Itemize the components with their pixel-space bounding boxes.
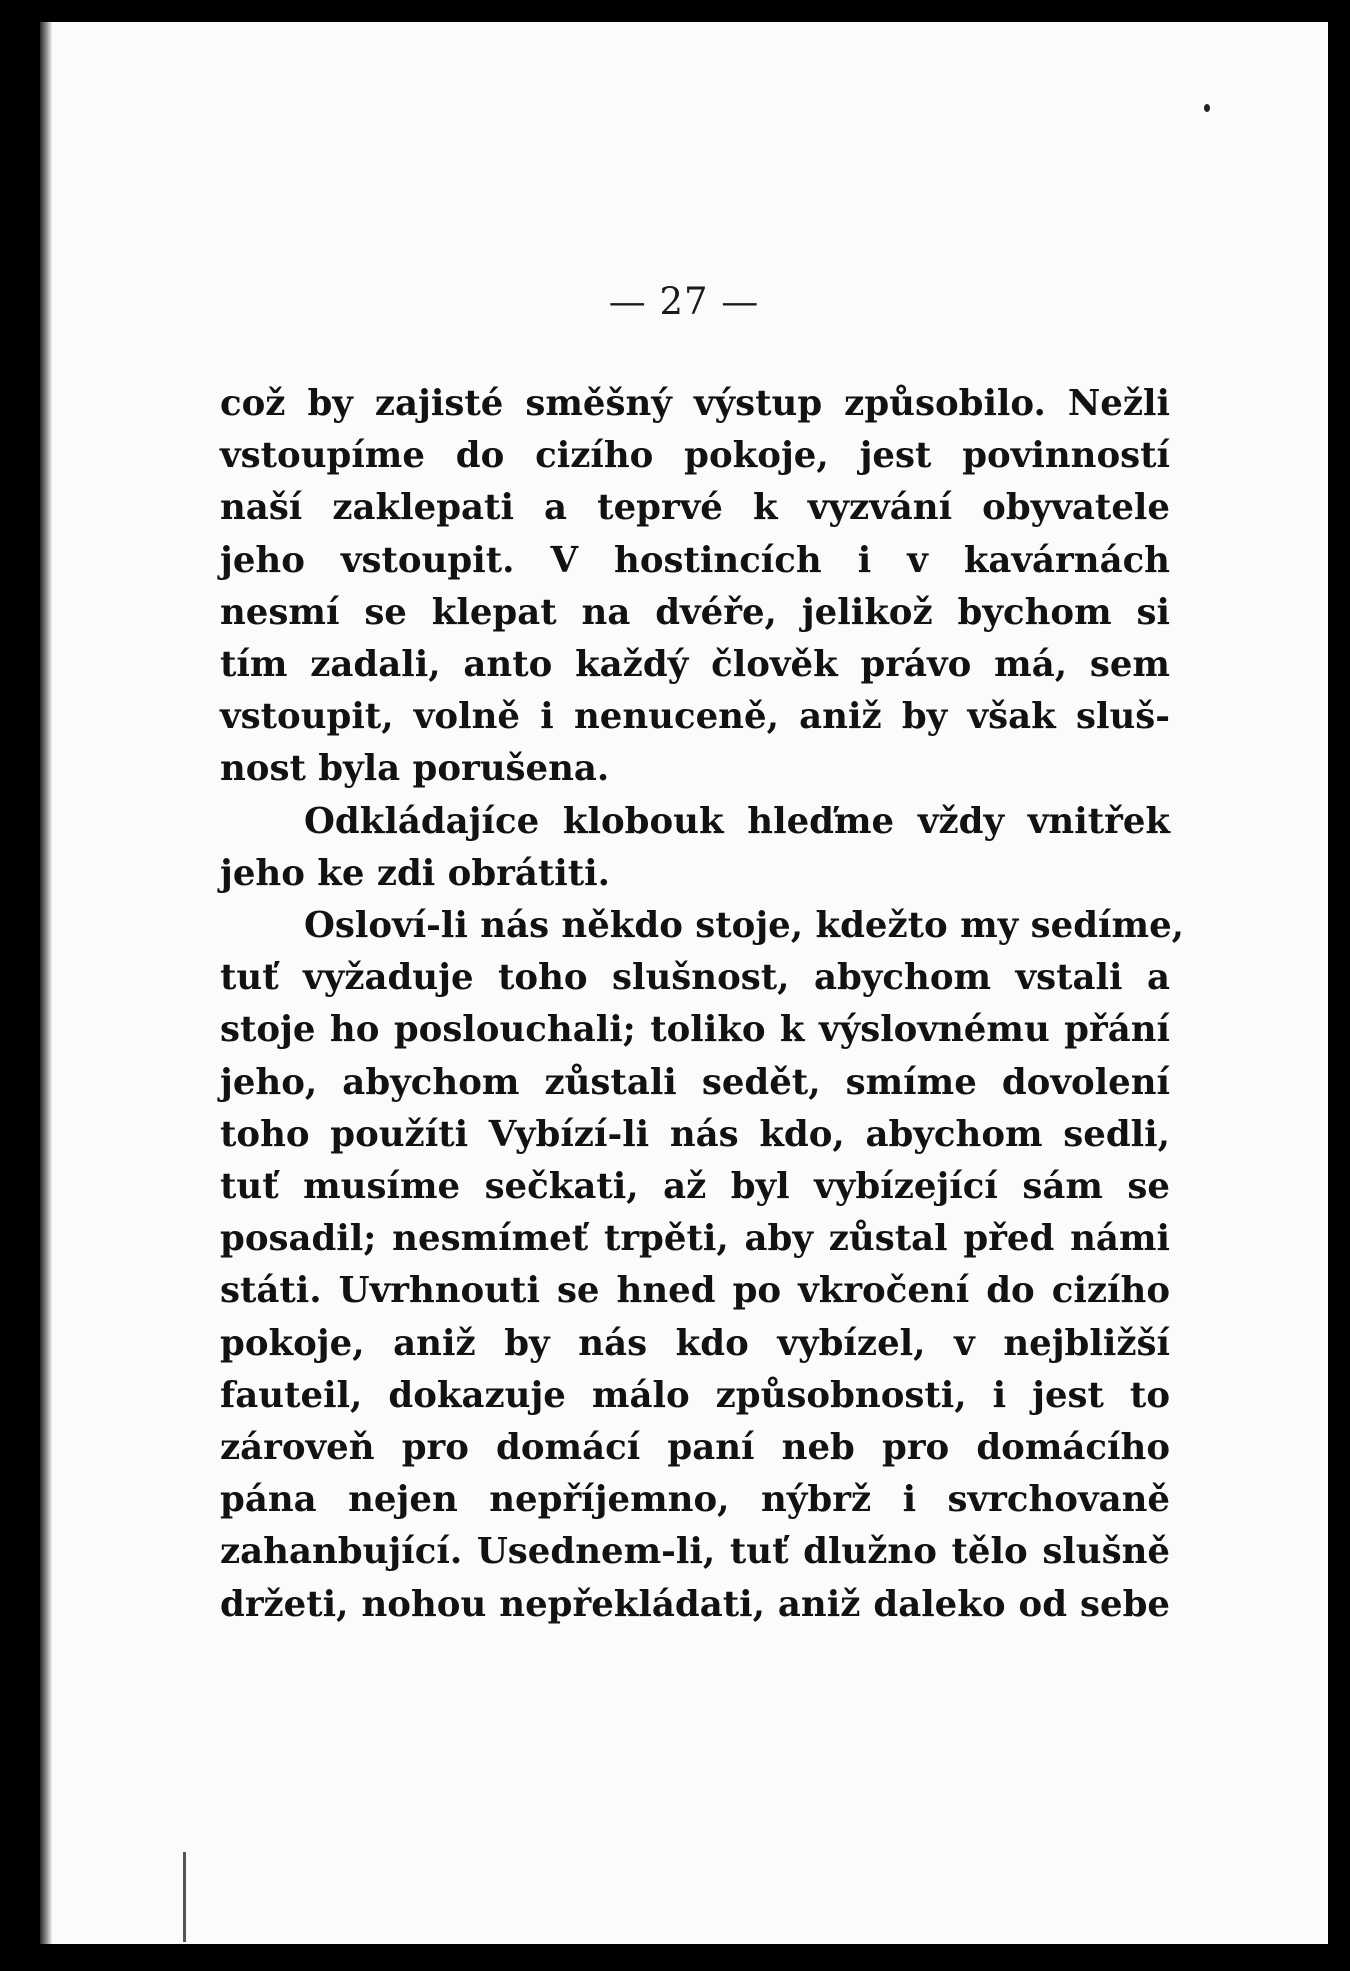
text-line: zároveň pro domácí paní neb pro domácího [220, 1427, 1170, 1469]
text-line: tuť musíme sečkati, až byl vybízející sám se [220, 1166, 1170, 1208]
text-line: naší zaklepati a teprvé k vyzvání obyvatele [220, 487, 1170, 529]
body-text [220, 378, 1185, 1631]
text-line: státi. Uvrhnouti se hned po vkročení do cizího [220, 1270, 1170, 1312]
text-line: toho použíti Vybízí-li nás kdo, abychom sedli, [220, 1113, 1170, 1155]
text-line: fauteil, dokazuje málo způsobnosti, i jest to [220, 1374, 1170, 1416]
book-page [40, 22, 1328, 1944]
ink-speck [1204, 104, 1210, 112]
text-line: pokoje, aniž by nás kdo vybízel, v nejbližší [220, 1322, 1170, 1364]
text-line: vstoupit, volně i nenuceně, aniž by však sluš- [220, 696, 1170, 738]
text-line: nesmí se klepat na dvéře, jelikož bychom si [220, 591, 1170, 633]
text-line: tím zadali, anto každý člověk právo má, sem [220, 644, 1170, 686]
text-line: jeho, abychom zůstali sedět, smíme dovolení [220, 1061, 1170, 1103]
text-line: vstoupíme do cizího pokoje, jest povinností [220, 435, 1170, 477]
text-line: Odkládajíce klobouk hleďme vždy vnitřek [304, 800, 1170, 842]
text-line: což by zajisté směšný výstup způsobilo. Nežli [220, 383, 1170, 424]
text-line: Osloví-li nás někdo stoje, kdežto my sedíme, [304, 905, 1185, 947]
margin-scratch [183, 1852, 186, 1942]
text-line: stoje ho poslouchali; toliko k výslovnému přání [220, 1009, 1170, 1051]
text-line: posadil; nesmímeť trpěti, aby zůstal před námi [220, 1218, 1170, 1260]
page-number: — 27 — [608, 280, 760, 323]
text-line: jeho vstoupit. V hostincích i v kavárnách [220, 539, 1170, 581]
text-line: nost byla porušena. [220, 748, 610, 790]
text-line: držeti, nohou nepřekládati, aniž daleko od sebe [220, 1583, 1170, 1625]
text-line: zahanbující. Usednem-li, tuť dlužno tělo slušně [220, 1531, 1170, 1573]
text-line: tuť vyžaduje toho slušnost, abychom vstali a [220, 957, 1170, 999]
text-line: jeho ke zdi obrátiti. [220, 852, 610, 894]
text-line: pána nejen nepříjemno, nýbrž i svrchovaně [220, 1479, 1170, 1521]
